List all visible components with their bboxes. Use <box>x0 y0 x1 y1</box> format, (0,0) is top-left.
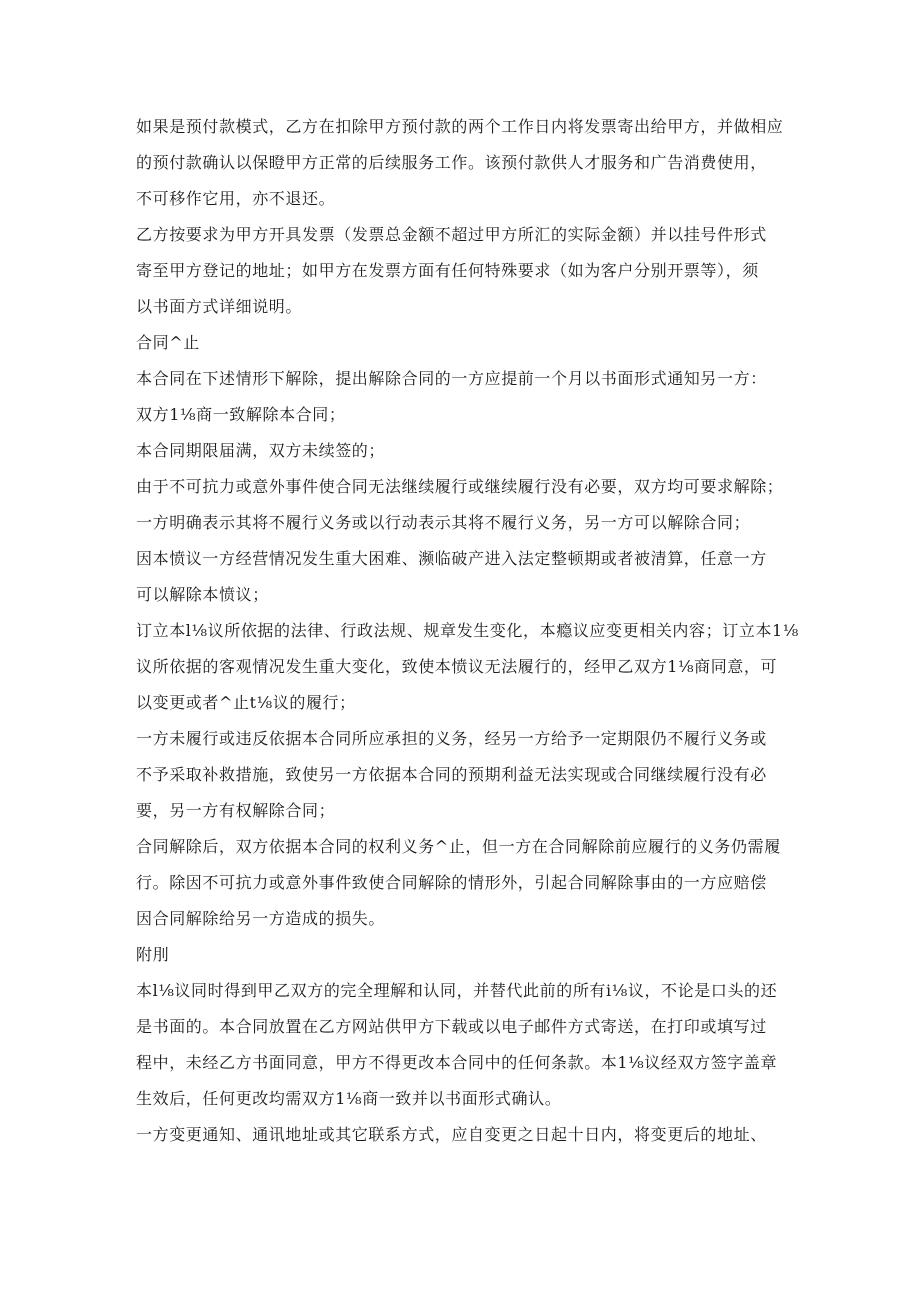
text-line: 本合同在下述情形下解除，提出解除合同的一方应提前一个月以书面形式通知另一方： <box>136 369 767 388</box>
text-line: 一方变更通知、通讯地址或其它联系方式，应自变更之日起十日内，将变更后的地址、 <box>136 1125 767 1144</box>
text-line: 订立本l⅛议所依据的法律、行政法规、规章发生变化，本瘾议应变更相关内容；订立本1⅛ <box>136 621 799 640</box>
text-line: 因本愤议一方经营情况发生重大困难、濒临破产进入法定整顿期或者被清算，任意一方 <box>136 549 767 568</box>
text-line: 由于不可抗力或意外事件使合同无法继续履行或继续履行没有必要，双方均可要求解除； <box>136 477 784 496</box>
text-line: 一方明确表示其将不履行义务或以行动表示其将不履行义务，另一方可以解除合同； <box>136 513 751 532</box>
text-line: 要，另一方有权解除合同； <box>136 801 336 820</box>
text-line: 本l⅛议同时得到甲乙双方的完全理解和认同，并替代此前的所有i⅛议，不论是口头的还 <box>136 981 778 1000</box>
text-line: 议所依据的客观情况发生重大变化，致使本愤议无法履行的，经甲乙双方1⅛商同意，可 <box>136 657 778 676</box>
text-line: 以变更或者^止t⅛议的履行； <box>136 693 356 712</box>
text-line: 不予采取补救措施，致使另一方依据本合同的预期利益无法实现或合同继续履行没有必 <box>136 765 767 784</box>
text-line: 寄至甲方登记的地址；如甲方在发票方面有任何特殊要求（如为客户分别开票等），须 <box>136 261 759 280</box>
text-line: 是书面的。本合同放置在乙方网站供甲方下载或以电子邮件方式寄送，在打印或填写过 <box>136 1017 767 1036</box>
text-line: 生效后，任何更改均需双方1⅛商一致并以书面形式确认。 <box>136 1089 562 1108</box>
text-line: 的预付款确认以保瞪甲方正常的后续服务工作。该预付款供人才服务和广告消费使用， <box>136 153 767 172</box>
text-line: 合同解除后，双方依据本合同的权利义务^止，但一方在合同解除前应履行的义务仍需履 <box>136 837 781 856</box>
text-line: 行。除因不可抗力或意外事件致使合同解除的情形外，引起合同解除事由的一方应赔偿 <box>136 873 767 892</box>
text-line: 以书面方式详细说明。 <box>136 297 303 316</box>
text-line: 不可移作它用，亦不退还。 <box>136 189 336 208</box>
text-line: 如果是预付款模式，乙方在扣除甲方预付款的两个工作日内将发票寄出给甲方，并做相应 <box>136 117 784 136</box>
section-heading: 合同^止 <box>136 333 200 352</box>
text-line: 一方未履行或违反依据本合同所应承担的义务，经另一方给予一定期限仍不履行义务或 <box>136 729 767 748</box>
text-line: 本合同期限届满，双方未续签的； <box>136 441 386 460</box>
text-line: 乙方按要求为甲方开具发票（发票总金额不超过甲方所汇的实际金额）并以挂号件形式 <box>136 225 767 244</box>
section-heading: 附刖 <box>136 945 170 964</box>
text-line: 可以解除本愤议； <box>136 585 269 604</box>
text-line: 因合同解除给另一方造成的损失。 <box>136 909 386 928</box>
text-line: 程中，未经乙方书面同意，甲方不得更改本合同中的任何条款。本1⅛议经双方签字盖章 <box>136 1053 778 1072</box>
text-line: 双方1⅛商一致解除本合同； <box>136 405 346 424</box>
